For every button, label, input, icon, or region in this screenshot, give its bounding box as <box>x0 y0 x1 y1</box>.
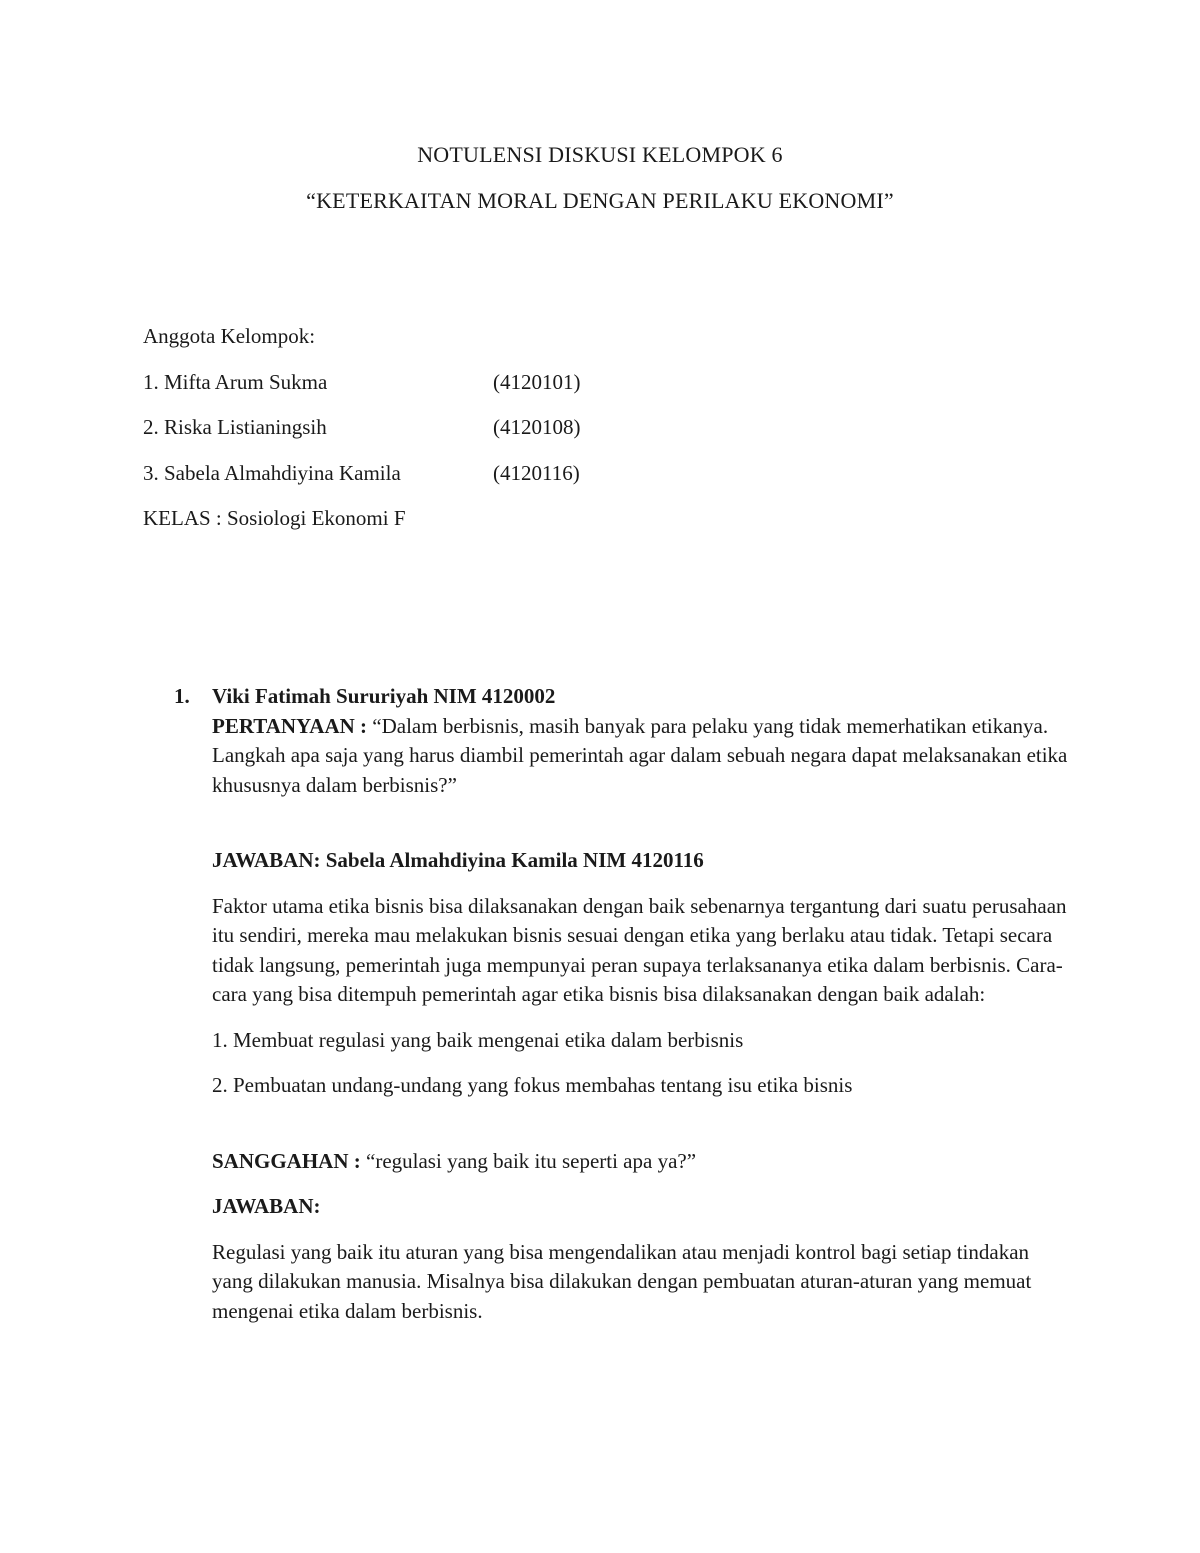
answer2-paragraph: Regulasi yang baik itu aturan yang bisa mengendalikan atau menjadi kontrol bagi setiap tindakan yang dilakukan manusia. Misalnya bisa dilakukan dengan pembuatan aturan-aturan yang memuat mengenai etika dalam berbisnis. <box>212 1239 1032 1323</box>
class-info: KELAS : Sosiologi Ekonomi F <box>143 506 406 530</box>
document-subtitle: “KETERKAITAN MORAL DENGAN PERILAKU EKONOMI” <box>306 188 894 213</box>
question-label: PERTANYAAN : <box>212 713 368 738</box>
discussion-body <box>212 682 1074 1326</box>
member-name: 3. Sabela Almahdiyina Kamila <box>143 460 401 485</box>
asker-name: Viki Fatimah Sururiyah NIM 4120002 <box>212 684 556 708</box>
question-text: “Dalam berbisnis, masih banyak para pelaku yang tidak memerhatikan etikanya. Langkah apa saja yang harus diambil pemerintah agar dalam sebuah negara dapat melaksanakan etika khususnya dalam berbisnis?” <box>212 713 1068 797</box>
member-row <box>143 413 581 459</box>
answer-point: 1. Membuat regulasi yang baik mengenai etika dalam berbisnis <box>212 1027 744 1052</box>
members-heading: Anggota Kelompok: <box>143 324 316 348</box>
member-nim: (4120101) <box>493 369 581 394</box>
rebuttal-label: SANGGAHAN : <box>212 1148 361 1173</box>
member-row <box>143 459 581 505</box>
member-nim: (4120116) <box>493 460 580 485</box>
member-row <box>143 368 581 414</box>
item-number: 1. <box>174 684 190 708</box>
rebuttal <box>212 1147 1074 1177</box>
member-name: 2. Riska Listianingsih <box>143 415 327 439</box>
answer-point: 2. Pembuatan undang-undang yang fokus membahas tentang isu etika bisnis <box>212 1073 853 1097</box>
discussion-item <box>174 682 1074 1326</box>
question <box>212 712 1074 801</box>
member-nim: (4120108) <box>493 415 581 439</box>
answer2-heading: JAWABAN: <box>212 1194 321 1218</box>
rebuttal-text: “regulasi yang baik itu seperti apa ya?” <box>366 1148 697 1173</box>
answer-paragraph: Faktor utama etika bisnis bisa dilaksanakan dengan baik sebenarnya tergantung dari suatu perusahaan itu sendiri, mereka mau melakukan bisnis sesuai dengan etika yang berlaku atau tidak. Tetapi secara tidak langsung, pemerintah juga mempunyai peran supaya terlaksananya etika dalam berbisnis. Cara-cara yang bisa ditempuh pemerintah agar etika bisnis bisa dilaksanakan dengan baik adalah: <box>212 893 1067 1006</box>
member-name: 1. Mifta Arum Sukma <box>143 369 328 394</box>
document-title: NOTULENSI DISKUSI KELOMPOK 6 <box>417 142 783 167</box>
answer-heading: JAWABAN: Sabela Almahdiyina Kamila NIM 4120116 <box>212 848 704 872</box>
members-section <box>143 322 581 550</box>
